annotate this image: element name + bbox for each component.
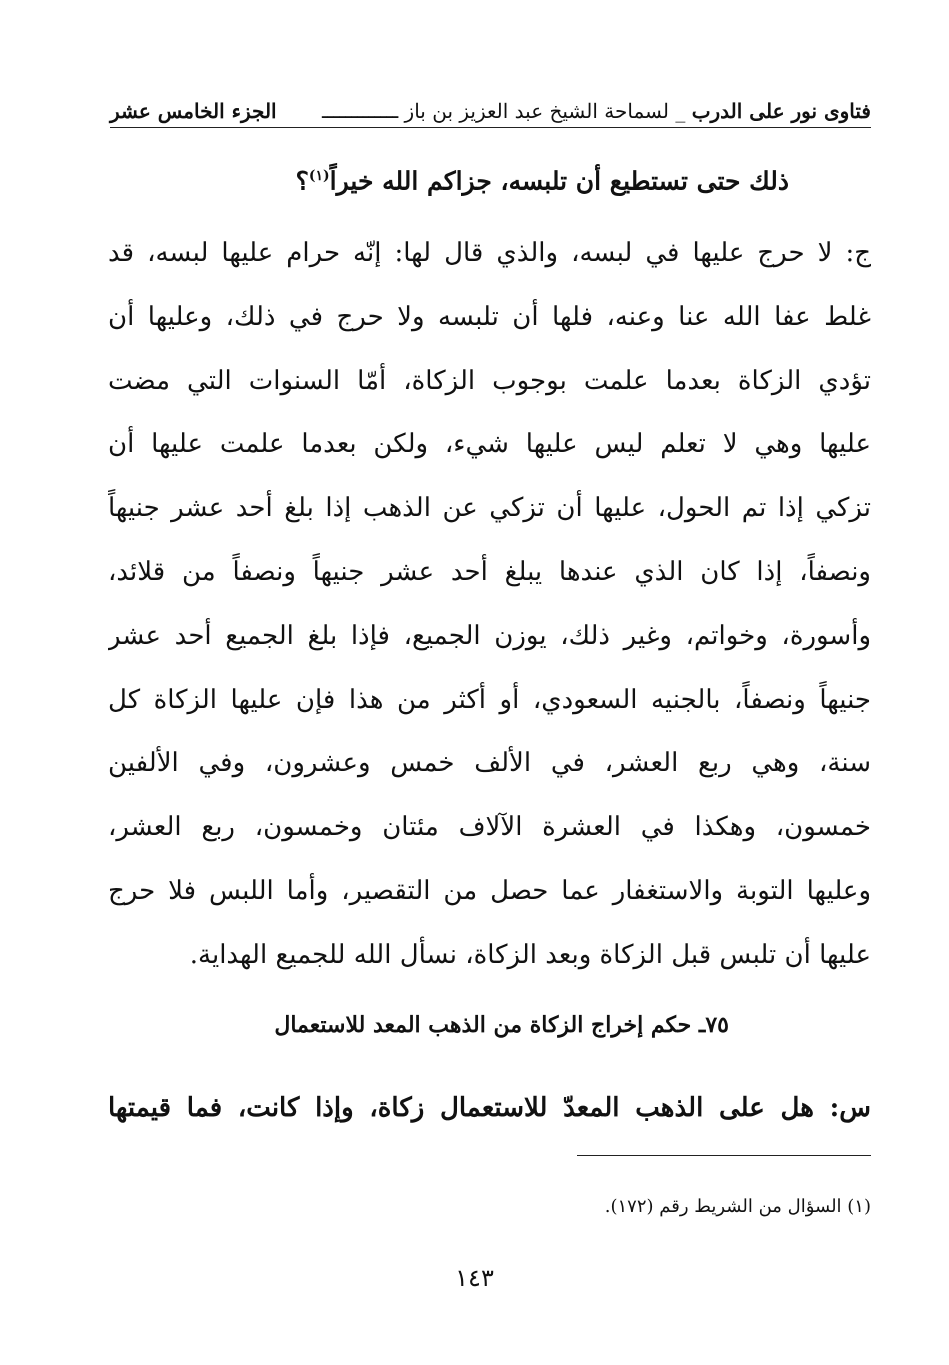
footnote-reference: (١): [308, 168, 330, 184]
footnote-rule: [577, 1155, 871, 1156]
answer-line: تزكي إذا تم الحول، عليها أن تزكي عن الذهب إذا بلغ أحد عشر جنيهاً: [108, 493, 871, 524]
question-continuation: [296, 156, 789, 201]
answer-line: عليها وهي لا تعلم ليس عليها شيء، ولكن بعدما علمت عليها أن: [108, 429, 871, 460]
answer-line: وعليها التوبة والاستغفار عما حصل من التقصير، وأما اللبس فلا حرج: [108, 875, 871, 906]
question-continuation-text: ذلك حتى تستطيع أن تلبسه، جزاكم الله خيراً: [329, 166, 789, 196]
page-number: ١٤٣: [455, 1264, 494, 1292]
answer-line: وأسورة، وخواتم، وغير ذلك، يوزن الجميع، فإذا بلغ الجميع أحد عشر: [108, 620, 871, 651]
answer-line: تؤدي الزكاة بعدما علمت بوجوب الزكاة، أمّا السنوات التي مضت: [108, 365, 871, 396]
answer-line: غلط عفا الله عنا وعنه، فلها أن تلبسه ولا حرج في ذلك، وعليها أن: [108, 301, 871, 332]
answer-line: ونصفاً، إذا كان الذي عندها يبلغ أحد عشر جنيهاً ونصفاً من قلائد،: [108, 556, 871, 587]
book-title: فتاوى نور على الدرب: [691, 99, 871, 123]
question-mark: ؟: [295, 166, 309, 196]
answer-line: ج: لا حرج عليها في لبسه، والذي قال لها: إنّه حرام عليها لبسه، قد: [108, 238, 871, 268]
section-heading: ٧٥ـ حكم إخراج الزكاة من الذهب المعد للاستعمال: [274, 1012, 729, 1038]
answer-line: عليها أن تلبس قبل الزكاة وبعد الزكاة، نسأل الله للجميع الهداية.: [189, 939, 871, 970]
answer-line: سنة، وهي ربع العشر، في الألف خمس وعشرون، وفي الألفين: [108, 748, 871, 779]
running-header: [110, 96, 871, 126]
header-rule: [110, 127, 871, 128]
answer-paragraph: [108, 222, 871, 988]
answer-line: خمسون، وهكذا في العشرة الآلاف مئتان وخمسون، ربع العشر،: [108, 812, 871, 843]
footnote: (١) السؤال من الشريط رقم (١٧٢).: [604, 1196, 871, 1217]
next-question: س: هل على الذهب المعدّ للاستعمال زكاة، وإذا كانت، فما قيمتها: [108, 1093, 871, 1123]
volume-part: الجزء الخامس عشر: [110, 99, 277, 123]
answer-line: جنيهاً ونصفاً، بالجنيه السعودي، أو أكثر من هذا فإن عليها الزكاة كل: [108, 684, 871, 715]
header-author: _ لسماحة الشيخ عبد العزيز بن باز ـــــــــــــ: [322, 99, 686, 123]
